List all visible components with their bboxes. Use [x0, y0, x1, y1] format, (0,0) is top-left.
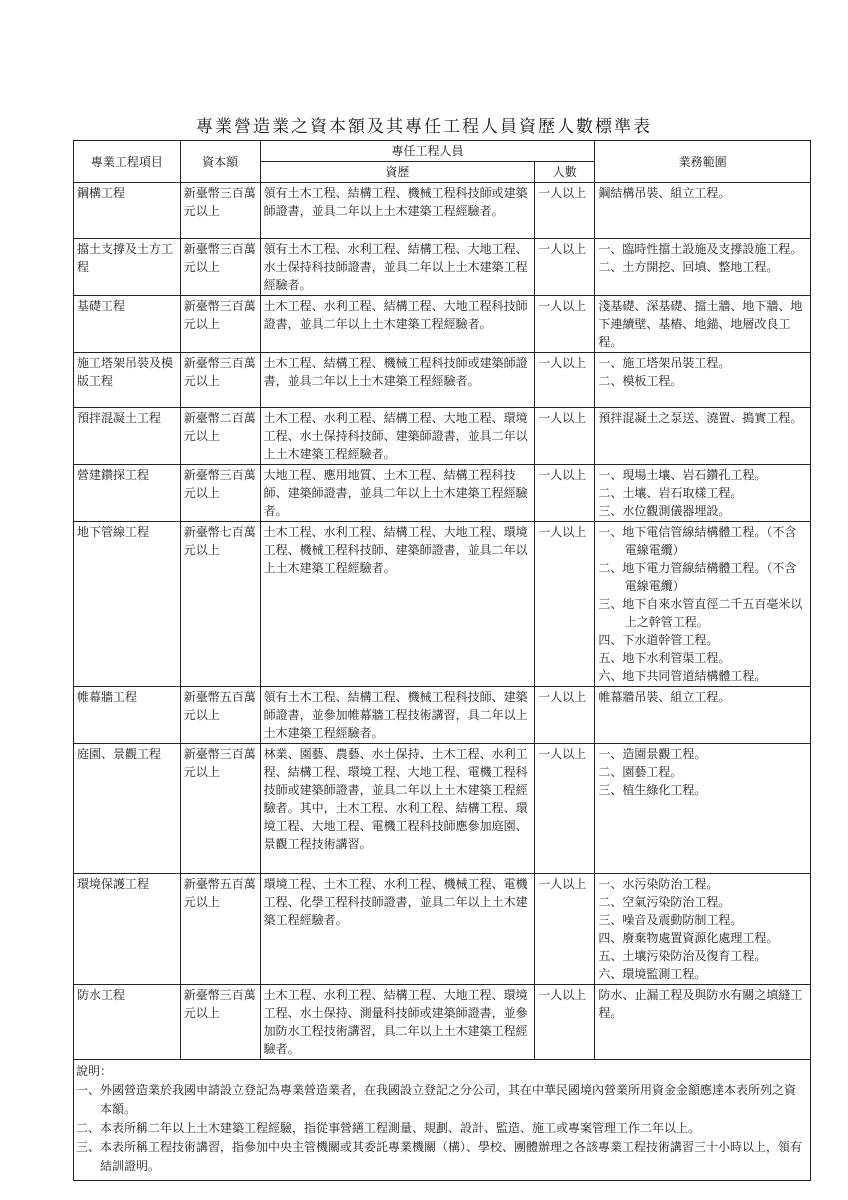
scope-item: 預拌混凝土之泵送、澆置、搗實工程。 — [598, 411, 803, 425]
scope-cell — [595, 522, 811, 687]
count-cell: 一人以上 — [535, 296, 595, 353]
scope-item: 防水、止漏工程及與防水有關之填縫工程。 — [598, 988, 803, 1020]
item-cell: 施工塔架吊裝及模版工程 — [74, 353, 181, 408]
capital-cell: 新臺幣三百萬元以上 — [180, 239, 260, 296]
count-cell: 一人以上 — [535, 353, 595, 408]
standards-table — [73, 140, 811, 1181]
count-cell: 一人以上 — [535, 744, 595, 874]
count-cell: 一人以上 — [535, 183, 595, 239]
item-cell: 帷幕牆工程 — [74, 687, 181, 744]
scope-item: 四、下水道幹管工程。 — [598, 633, 719, 647]
capital-cell: 新臺幣三百萬元以上 — [180, 465, 260, 522]
header-scope: 業務範圍 — [595, 141, 811, 183]
scope-item: 一、現場土壤、岩石鑽孔工程。 — [598, 468, 767, 482]
page-title: 專業營造業之資本額及其專任工程人員資歷人數標準表 — [196, 117, 652, 137]
table-row — [74, 353, 811, 408]
notes-row — [74, 1060, 811, 1181]
capital-cell: 新臺幣七百萬元以上 — [180, 522, 260, 687]
item-cell: 地下管線工程 — [74, 522, 181, 687]
item-cell: 營建鑽探工程 — [74, 465, 181, 522]
scope-item: 二、模板工程。 — [598, 374, 683, 388]
scope-item: 二、空氣污染防治工程。 — [598, 895, 731, 909]
scope-cell — [595, 408, 811, 465]
capital-cell: 新臺幣三百萬元以上 — [180, 985, 260, 1060]
scope-cell — [595, 296, 811, 353]
table-row — [74, 687, 811, 744]
qualification-cell: 土木工程、水利工程、結構工程、大地工程、環境工程、水土保持、測量科技師或建築師證書，並參加防水工程技術講習，具二年以上土木建築工程經驗者。 — [260, 985, 535, 1060]
count-cell: 一人以上 — [535, 408, 595, 465]
capital-cell: 新臺幣三百萬元以上 — [180, 183, 260, 239]
header-staff: 專任工程人員 — [260, 141, 595, 162]
table-row — [74, 985, 811, 1060]
scope-item: 三、水位觀測儀器埋設。 — [598, 504, 731, 518]
capital-cell: 新臺幣二百萬元以上 — [180, 408, 260, 465]
scope-item: 六、環境監測工程。 — [598, 967, 707, 981]
header-item: 專業工程項目 — [74, 141, 181, 183]
scope-item: 五、地下水利管渠工程。 — [598, 651, 731, 665]
qualification-cell: 土木工程、水利工程、結構工程、大地工程科技師證書，並具二年以上土木建築工程經驗者。 — [260, 296, 535, 353]
table-row — [74, 522, 811, 687]
scope-cell — [595, 874, 811, 985]
scope-item: 二、園藝工程。 — [598, 765, 683, 779]
capital-cell: 新臺幣三百萬元以上 — [180, 353, 260, 408]
qualification-cell: 土木工程、水利工程、結構工程、大地工程、環境工程、機械工程科技師、建築師證書，並具二年以上土木建築工程經驗者。 — [260, 522, 535, 687]
scope-item: 淺基礎、深基礎、擋土牆、地下牆、地下連續壁、基樁、地錨、地層改良工程。 — [598, 299, 803, 349]
qualification-cell: 林業、園藝、農藝、水土保持、土木工程、水利工程、結構工程、環境工程、大地工程、電機工程科技師或建築師證書，並具二年以上土木建築工程經驗者。其中，土木工程、水利工程、結構工程、環境工程、大地工程、電機工程科技師應參加庭園、景觀工程技術講習。 — [260, 744, 535, 874]
qualification-cell: 土木工程、水利工程、結構工程、大地工程、環境工程、水土保持科技師、建築師證書，並具二年以上土木建築工程經驗者。 — [260, 408, 535, 465]
qualification-cell: 領有土木工程、結構工程、機械工程科技師或建築師證書，並具二年以上土木建築工程經驗者。 — [260, 183, 535, 239]
count-cell: 一人以上 — [535, 874, 595, 985]
scope-item: 三、地下自來水管直徑二千五百毫米以上之幹管工程。 — [598, 597, 803, 629]
table-row — [74, 296, 811, 353]
scope-cell — [595, 353, 811, 408]
scope-item: 一、施工塔架吊裝工程。 — [598, 356, 731, 370]
table-row — [74, 874, 811, 985]
scope-item: 鋼結構吊裝、組立工程。 — [598, 186, 731, 200]
scope-item: 一、水污染防治工程。 — [598, 877, 719, 891]
header-qualification: 資歷 — [260, 162, 535, 183]
scope-item: 一、臨時性擋土設施及支撐設施工程。 — [598, 242, 803, 256]
note-item: 三、本表所稱工程技術講習，指參加中央主管機關或其委託專業機關（構）、學校、團體辦理之各該專業工程技術講習三十小時以上，領有結訓證明。 — [76, 1140, 803, 1173]
qualification-cell: 領有土木工程、水利工程、結構工程、大地工程、水土保持科技師證書，並具二年以上土木建築工程經驗者。 — [260, 239, 535, 296]
scope-item: 帷幕牆吊裝、組立工程。 — [598, 690, 731, 704]
item-cell: 基礎工程 — [74, 296, 181, 353]
qualification-cell: 領有土木工程、結構工程、機械工程科技師、建築師證書，並參加帷幕牆工程技術講習，具二年以上土木建築工程經驗者。 — [260, 687, 535, 744]
scope-item: 一、造園景觀工程。 — [598, 747, 707, 761]
table-row — [74, 744, 811, 874]
note-item: 二、本表所稱二年以上土木建築工程經驗，指從事營繕工程測量、規劃、設計、監造、施工或專案管理工作二年以上。 — [76, 1121, 701, 1135]
scope-item: 五、土壤污染防治及復育工程。 — [598, 949, 767, 963]
note-item: 一、外國營造業於我國申請設立登記為專業營造業者，在我國設立登記之分公司，其在中華民國境內營業所用資金金額應達本表所列之資本額。 — [76, 1083, 797, 1116]
scope-cell — [595, 239, 811, 296]
notes — [74, 1060, 811, 1181]
item-cell: 擋土支撐及土方工程 — [74, 239, 181, 296]
qualification-cell: 大地工程、應用地質、土木工程、結構工程科技師、建築師證書，並具二年以上土木建築工程經驗者。 — [260, 465, 535, 522]
capital-cell: 新臺幣三百萬元以上 — [180, 296, 260, 353]
qualification-cell: 環境工程、土木工程、水利工程、機械工程、電機工程、化學工程科技師證書，並具二年以上土木建築工程經驗者。 — [260, 874, 535, 985]
table-row — [74, 408, 811, 465]
notes-label: 說明： — [76, 1064, 113, 1078]
count-cell: 一人以上 — [535, 687, 595, 744]
item-cell: 預拌混凝土工程 — [74, 408, 181, 465]
scope-cell — [595, 465, 811, 522]
scope-cell — [595, 744, 811, 874]
qualification-cell: 土木工程、結構工程、機械工程科技師或建築師證書，並具二年以上土木建築工程經驗者。 — [260, 353, 535, 408]
item-cell: 防水工程 — [74, 985, 181, 1060]
scope-item: 三、植生綠化工程。 — [598, 783, 707, 797]
scope-item: 四、廢棄物處置資源化處理工程。 — [598, 931, 779, 945]
table-row — [74, 465, 811, 522]
header-count: 人數 — [535, 162, 595, 183]
scope-cell — [595, 687, 811, 744]
count-cell: 一人以上 — [535, 239, 595, 296]
item-cell: 庭園、景觀工程 — [74, 744, 181, 874]
count-cell: 一人以上 — [535, 465, 595, 522]
item-cell: 鋼構工程 — [74, 183, 181, 239]
scope-item: 二、地下電力管線結構體工程。（不含電線電纜） — [598, 561, 797, 593]
count-cell: 一人以上 — [535, 522, 595, 687]
scope-item: 六、地下共同管道結構體工程。 — [598, 669, 767, 683]
count-cell: 一人以上 — [535, 985, 595, 1060]
scope-item: 一、地下電信管線結構體工程。（不含電線電纜） — [598, 525, 797, 557]
scope-item: 二、土方開挖、回填、整地工程。 — [598, 260, 779, 274]
scope-item: 二、土壤、岩石取樣工程。 — [598, 486, 743, 500]
table-row — [74, 239, 811, 296]
header-capital: 資本額 — [180, 141, 260, 183]
item-cell: 環境保護工程 — [74, 874, 181, 985]
scope-cell — [595, 183, 811, 239]
capital-cell: 新臺幣五百萬元以上 — [180, 874, 260, 985]
table-row — [74, 183, 811, 239]
scope-item: 三、噪音及震動防制工程。 — [598, 913, 743, 927]
scope-cell — [595, 985, 811, 1060]
capital-cell: 新臺幣三百萬元以上 — [180, 744, 260, 874]
capital-cell: 新臺幣五百萬元以上 — [180, 687, 260, 744]
